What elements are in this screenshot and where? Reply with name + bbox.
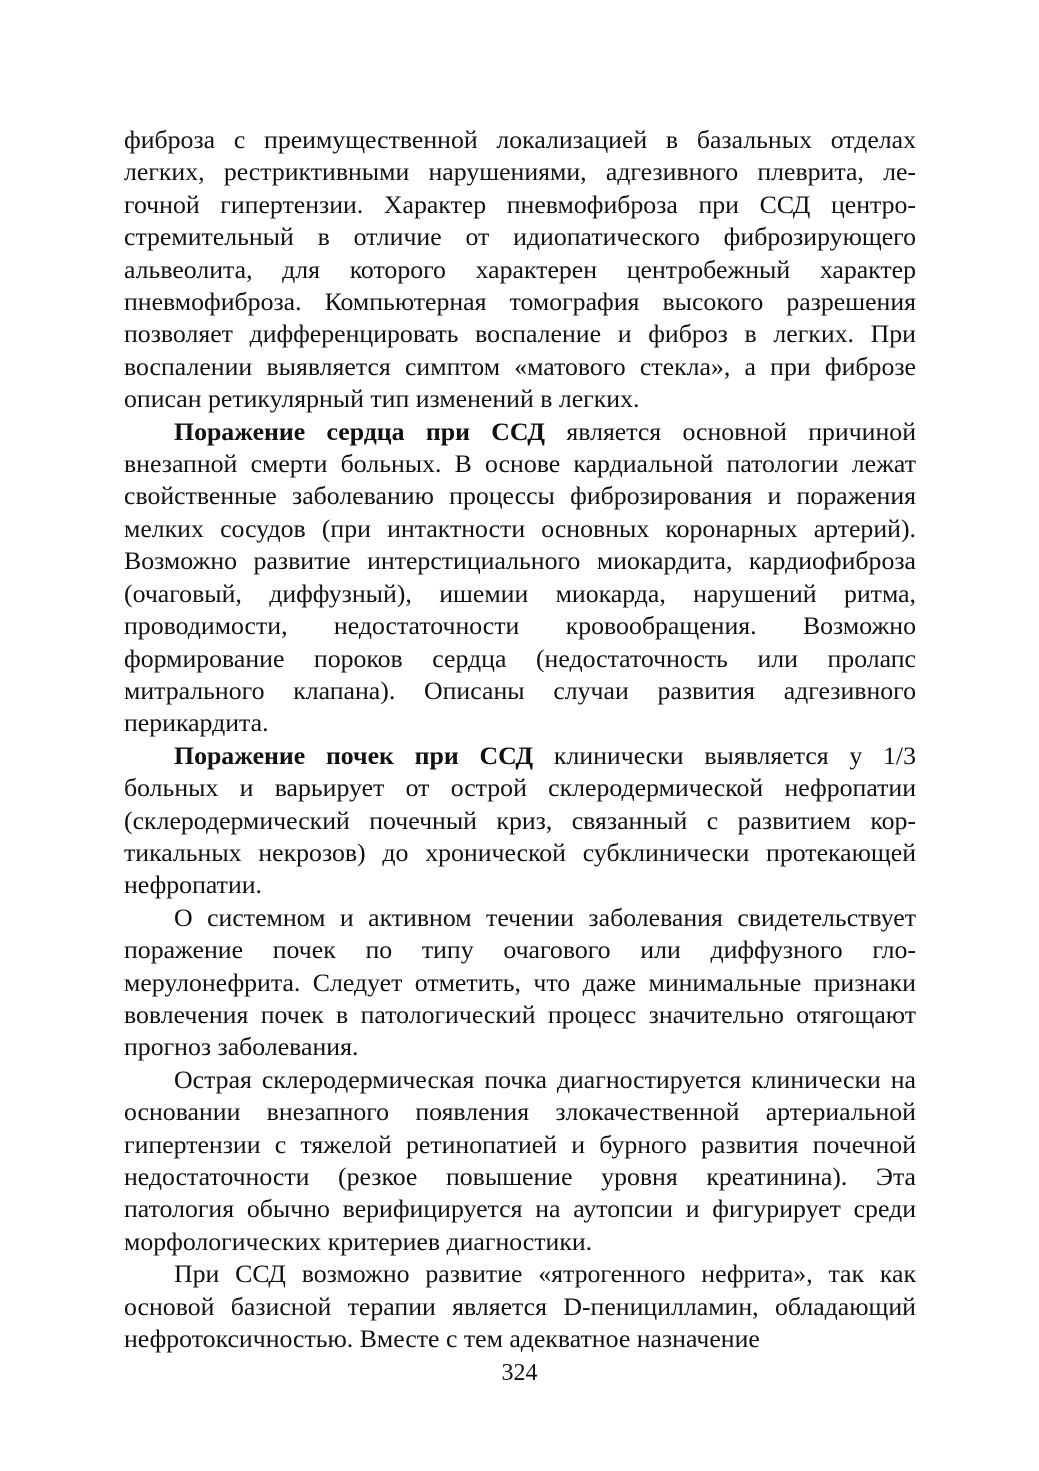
paragraph-6 [124, 1258, 916, 1355]
paragraph-heart-lead: Поражение сердца при ССД [174, 416, 546, 446]
page-body [124, 124, 916, 1355]
paragraph-4 [124, 902, 916, 1064]
paragraph-kidney-text: клинически выявляется у 1/3 больных и варьирует от острой склеродермической нефропатии (склеродермический почечный криз, связанный с развитием кортикальных некрозов) до хронической субклинически протекающей нефропатии. [124, 740, 916, 900]
page-number: 324 [501, 1360, 538, 1386]
paragraph-1-text: фиброза с преимущественной локализацией в базальных отделах легких, рестриктивными нарушениями, адгезивного плеврита, легочной гипертензии. Характер пневмофиброза при ССД центростремительный в отличие от идиопатического фиброзирующего альвеолита, для которого характерен центробежный характер пневмофиброза. Компьютерная томография высокого разрешения позволяет дифференцировать воспаление и фиброз в легких. При воспалении выявляется симптом «матового стекла», а при фиброзе описан ретикулярный тип изменений в легких. [124, 125, 916, 414]
paragraph-heart [124, 416, 916, 740]
paragraph-kidney-lead: Поражение почек при ССД [174, 740, 534, 770]
paragraph-5 [124, 1064, 916, 1258]
paragraph-1 [124, 124, 916, 416]
paragraph-kidney [124, 740, 916, 902]
paragraph-4-text: О системном и активном течении заболевания свидетельствует поражение почек по типу очагового или диффузного гломерулонефрита. Следует отметить, что даже минимальные признаки вовлечения почек в патологический процесс значительно отягощают прогноз заболевания. [124, 902, 916, 1062]
paragraph-heart-text: является основной причиной внезапной смерти больных. В основе кардиальной патологии лежат свойственные заболеванию процессы фиброзирования и поражения мелких сосудов (при интактности основных коронарных артерий). Возможно развитие интерстициального миокардита, кардиофиброза (очаговый, диффузный), ишемии миокарда, нарушений ритма, проводимости, недостаточности кровообращения. Возможно формирование пороков сердца (недостаточность или пролапс митрального клапана). Описаны случаи развития адгезивного перикардита. [124, 416, 916, 738]
paragraph-6-text: При ССД возможно развитие «ятрогенного нефрита», так как основой базисной терапии является D-пеницилламин, обладающий нефротоксичностью. Вместе с тем адекватное назначение [124, 1259, 916, 1354]
paragraph-5-text: Острая склеродермическая почка диагностируется клинически на основании внезапного появления злокачественной артериальной гипертензии с тяжелой ретинопатией и бурного развития почечной недостаточности (резкое повышение уровня креатинина). Эта патология обычно верифицируется на аутопсии и фигурирует среди морфологических критериев диагностики. [124, 1064, 916, 1256]
